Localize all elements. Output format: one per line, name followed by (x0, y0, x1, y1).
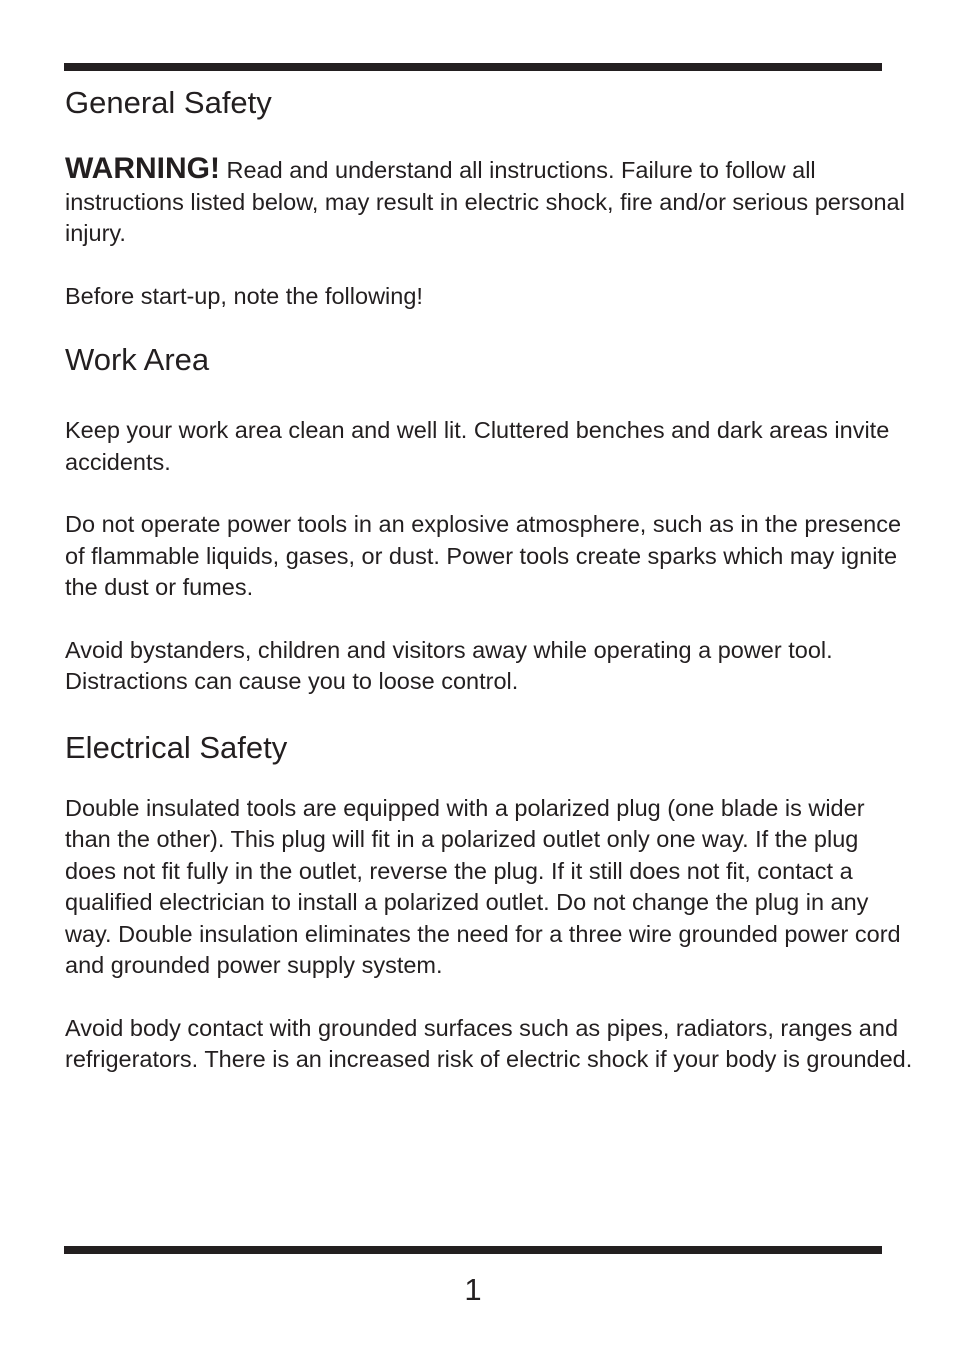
top-divider (64, 63, 882, 71)
warning-paragraph (65, 153, 915, 250)
work-area-heading: Work Area (65, 342, 210, 377)
work-area-paragraph-3: Avoid bystanders, children and visitors away while operating a power tool. Distractions can cause you to loose control. (65, 636, 833, 694)
work-area-paragraph-2: Do not operate power tools in an explosive atmosphere, such as in the presence of flammable liquids, gases, or dust. Power tools create sparks which may ignite the dust or fumes. (65, 511, 902, 600)
electrical-safety-heading: Electrical Safety (65, 729, 288, 765)
page-number: 1 (464, 1272, 482, 1307)
document-body (65, 84, 915, 1076)
general-safety-heading: General Safety (65, 85, 272, 120)
bottom-divider (64, 1246, 882, 1254)
warning-label: WARNING! (65, 152, 220, 185)
work-area-paragraph-1: Keep your work area clean and well lit. Cluttered benches and dark areas invite accidents. (65, 417, 890, 475)
electrical-paragraph-2: Avoid body contact with grounded surfaces such as pipes, radiators, ranges and refrigerators. There is an increased risk of electric shock if your body is grounded. (65, 1014, 913, 1072)
startup-note: Before start-up, note the following! (65, 282, 423, 309)
electrical-paragraph-1: Double insulated tools are equipped with a polarized plug (one blade is wider than the other). This plug will fit in a polarized outlet only one way. If the plug does not fit fully in the outlet, reverse the plug. If it still does not fit, contact a qualified electrician to install a polarized outlet. Do not change the plug in any way. Double insulation eliminates the need for a three wire grounded power cord and grounded power supply system. (65, 794, 901, 978)
warning-text: Read and understand all instructions. Failure to follow all instructions listed below, may result in electric shock, fire and/or serious personal injury. (65, 157, 905, 246)
